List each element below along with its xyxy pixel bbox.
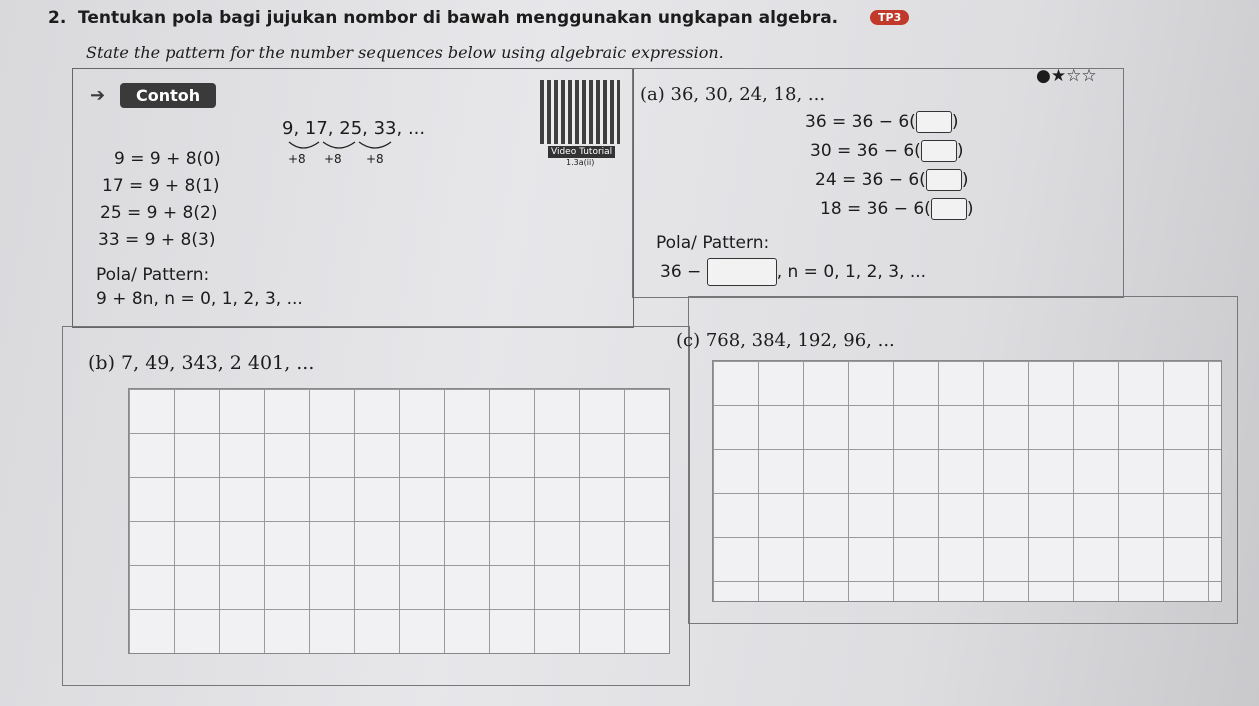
answer-box[interactable] [921,140,957,162]
part-a-rhs: ) [951,112,959,132]
part-c-answer-grid[interactable] [712,360,1222,602]
part-a-row [820,198,973,220]
step-label: +8 [324,152,342,166]
difficulty-stars-icon: ●★☆☆ [1036,66,1097,86]
arrow-icon: ➔ [90,85,106,106]
part-a-rhs: ) [966,199,974,219]
question-number: 2. [48,8,67,28]
answer-box[interactable] [916,111,952,133]
part-a-lhs: 30 = 36 − 6( [810,141,921,161]
part-a-pattern-label: Pola/ Pattern: [656,233,770,253]
part-a-row [815,169,968,191]
example-equation: 17 = 9 + 8(1) [102,176,220,196]
example-sequence: 9, 17, 25, 33, ... [282,118,426,139]
instruction-english: State the pattern for the number sequences below using algebraic expression. [86,43,724,62]
tp-badge: TP3 [870,10,909,25]
part-a-lhs: 18 = 36 − 6( [820,199,931,219]
example-label: Contoh [120,83,216,108]
part-a-rhs: ) [956,141,964,161]
part-a-label: (a) 36, 30, 24, 18, ... [640,84,826,105]
qr-code[interactable] [540,80,620,144]
part-c-label: (c) 768, 384, 192, 96, ... [676,330,895,351]
step-label: +8 [288,152,306,166]
instruction-malay: Tentukan pola bagi jujukan nombor di bawah menggunakan ungkapan algebra. [78,8,839,28]
example-pattern: 9 + 8n, n = 0, 1, 2, 3, ... [96,289,303,309]
part-a-row [810,140,963,162]
part-a-lhs: 36 = 36 − 6( [805,112,916,132]
pattern-answer-box[interactable] [707,258,777,286]
answer-box[interactable] [931,198,967,220]
part-a-row [805,111,958,133]
part-b-answer-grid[interactable] [128,388,670,654]
part-a-pattern-suffix: , n = 0, 1, 2, 3, ... [776,262,927,282]
example-equation: 9 = 9 + 8(0) [114,149,221,169]
part-a-pattern [660,258,926,286]
example-pattern-label: Pola/ Pattern: [96,265,210,285]
part-a-pattern-prefix: 36 − [660,262,702,282]
step-label: +8 [366,152,384,166]
qr-label: Video Tutorial [548,146,615,158]
answer-box[interactable] [926,169,962,191]
part-a-rhs: ) [961,170,969,190]
example-equation: 33 = 9 + 8(3) [98,230,216,250]
example-equation: 25 = 9 + 8(2) [100,203,218,223]
qr-ref: 1.3a(ii) [566,158,595,167]
part-b-label: (b) 7, 49, 343, 2 401, ... [88,352,315,374]
part-a-lhs: 24 = 36 − 6( [815,170,926,190]
